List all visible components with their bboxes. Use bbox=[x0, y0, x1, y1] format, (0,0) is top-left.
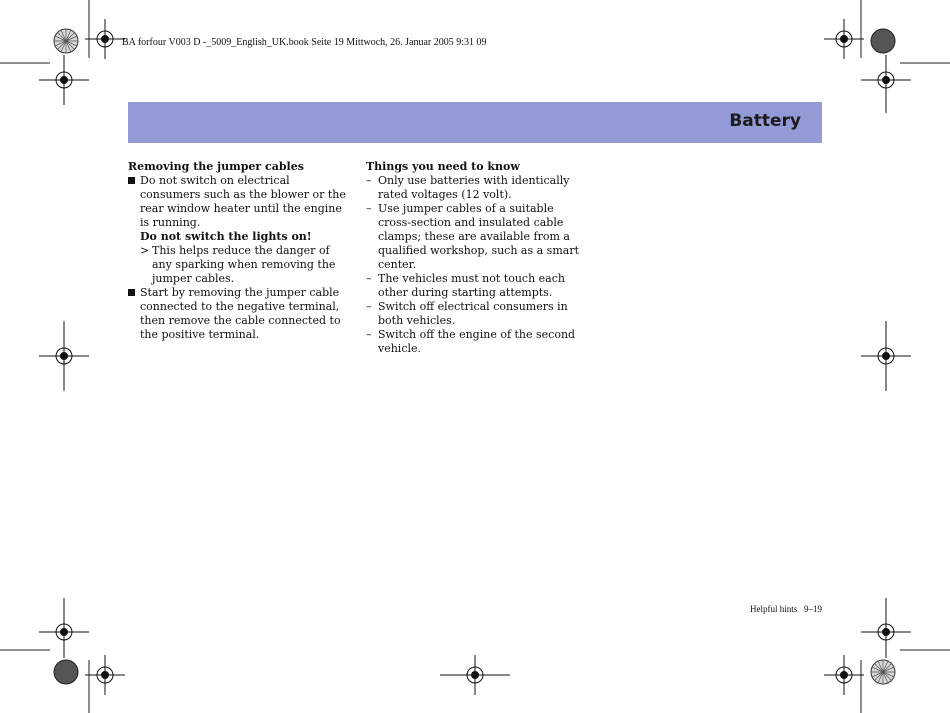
section-heading: Removing the jumper cables bbox=[128, 160, 304, 173]
registration-mark-icon bbox=[861, 598, 911, 658]
item-text: Switch off electrical consumers in both vehicles. bbox=[378, 300, 568, 327]
right-column bbox=[366, 160, 588, 356]
list-item bbox=[128, 174, 350, 230]
gray-target-icon bbox=[53, 659, 79, 685]
page-number: 9–19 bbox=[804, 604, 822, 614]
result-note bbox=[140, 244, 350, 286]
dash-marker: – bbox=[366, 202, 372, 215]
dash-marker: – bbox=[366, 300, 372, 313]
list-item bbox=[366, 174, 588, 202]
item-text: The vehicles must not touch each other during starting attempts. bbox=[378, 272, 565, 299]
page-footer bbox=[750, 604, 822, 614]
registration-mark-icon bbox=[39, 598, 89, 658]
square-bullet-icon bbox=[128, 289, 135, 296]
star-target-icon bbox=[53, 28, 79, 54]
registration-mark-icon bbox=[824, 19, 864, 59]
list-item bbox=[128, 286, 350, 342]
step-text: Start by removing the jumper cable connected to the negative terminal, then remove the cable connected to the positive terminal. bbox=[140, 286, 341, 341]
registration-mark-icon bbox=[861, 55, 911, 113]
left-column bbox=[128, 160, 350, 342]
result-text: This helps reduce the danger of any sparking when removing the jumper cables. bbox=[152, 244, 336, 285]
list-item bbox=[366, 300, 588, 328]
step-text: Do not switch on electrical consumers such as the blower or the rear window heater until the engine is running. bbox=[140, 174, 346, 229]
footer-section: Helpful hints bbox=[750, 604, 798, 614]
dash-marker: – bbox=[366, 174, 372, 187]
registration-mark-icon bbox=[824, 655, 864, 695]
star-target-icon bbox=[870, 659, 896, 685]
item-text: Switch off the engine of the second vehicle. bbox=[378, 328, 576, 355]
registration-mark-icon bbox=[85, 655, 125, 695]
print-slug: BA forfour V003 D -_5009_English_UK.book Seite 19 Mittwoch, 26. Januar 2005 9:31 09 bbox=[122, 37, 487, 48]
warning-text: Do not switch the lights on! bbox=[140, 230, 312, 243]
registration-mark-icon bbox=[440, 655, 510, 695]
result-marker: > bbox=[140, 244, 150, 257]
list-item bbox=[366, 328, 588, 356]
item-text: Use jumper cables of a suitable cross-section and insulated cable clamps; these are available from a qualified workshop, such as a smart center. bbox=[378, 202, 579, 271]
gray-target-icon bbox=[870, 28, 896, 54]
registration-mark-icon bbox=[39, 55, 89, 105]
registration-mark-icon bbox=[856, 321, 916, 391]
list-item bbox=[128, 230, 350, 286]
list-item bbox=[366, 272, 588, 300]
square-bullet-icon bbox=[128, 177, 135, 184]
dash-marker: – bbox=[366, 328, 372, 341]
dash-marker: – bbox=[366, 272, 372, 285]
list-item bbox=[366, 202, 588, 272]
page-title: Battery bbox=[729, 111, 801, 131]
registration-mark-icon bbox=[85, 19, 125, 59]
section-banner bbox=[128, 102, 822, 143]
section-heading: Things you need to know bbox=[366, 160, 520, 173]
item-text: Only use batteries with identically rated voltages (12 volt). bbox=[378, 174, 570, 201]
registration-mark-icon bbox=[34, 321, 94, 391]
